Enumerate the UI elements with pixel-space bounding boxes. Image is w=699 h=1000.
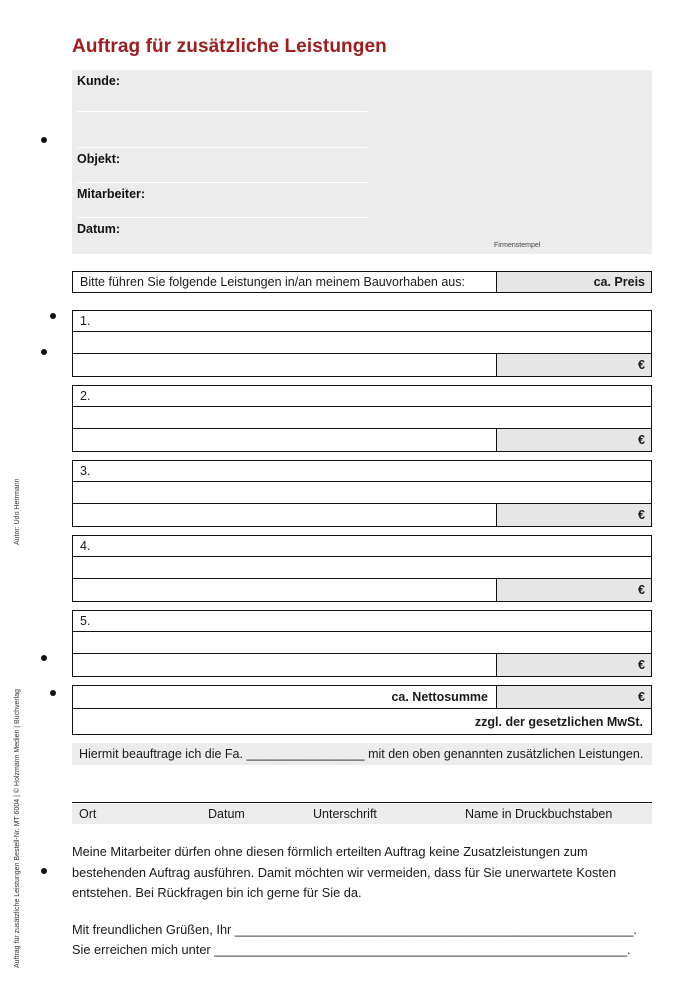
kunde-label: Kunde: <box>77 74 121 88</box>
item-number-row[interactable] <box>72 310 652 332</box>
net-total-row <box>72 685 652 709</box>
net-total-cell[interactable]: € <box>496 686 651 708</box>
intro-text: Bitte führen Sie folgende Leistungen in/an meinem Bauvorhaben aus: <box>80 275 465 289</box>
item-price-cell[interactable]: € <box>496 654 651 676</box>
item-description-line[interactable] <box>73 429 496 451</box>
item-number-row[interactable] <box>72 535 652 557</box>
customer-header-box <box>72 70 652 254</box>
greeting-line: Mit freundlichen Grüßen, Ihr ________________________________________________________. <box>72 922 637 937</box>
unterschrift-label: Unterschrift <box>313 807 377 821</box>
item-price-row <box>72 579 652 602</box>
item-number: 2. <box>80 389 91 403</box>
vat-label: zzgl. der gesetzlichen MwSt. <box>474 714 643 729</box>
mitarbeiter-label: Mitarbeiter: <box>77 187 146 201</box>
contact-line: Sie erreichen mich unter __________________________________________________________. <box>72 942 631 957</box>
notice-paragraph: Meine Mitarbeiter dürfen ohne diesen förmlich erteilten Auftrag keine Zusatzleistungen zum bestehenden Auftrag ausführen. Damit möchten wir vermeiden, dass für Sie unerwartete Kosten entstehen. Bei Rückfragen bin ich gerne für Sie da. <box>72 844 617 900</box>
punch-hole-dot <box>41 137 47 143</box>
item-description[interactable] <box>73 632 651 653</box>
item-description-line[interactable] <box>73 504 496 526</box>
item-price-cell[interactable]: € <box>496 579 651 601</box>
item-number-row[interactable] <box>72 460 652 482</box>
item-description-line[interactable] <box>73 354 496 376</box>
author-side-text: Autor: Udo Herrmann <box>14 478 21 545</box>
commission-statement: Hiermit beauftrage ich die Fa. _________________ mit den oben genannten zusätzlichen Leistungen. <box>72 743 652 765</box>
objekt-label: Objekt: <box>77 152 121 166</box>
item-description-row[interactable] <box>72 332 652 354</box>
item-price-cell[interactable]: € <box>496 429 651 451</box>
item-price-row <box>72 429 652 452</box>
item-description-row[interactable] <box>72 557 652 579</box>
page-title: Auftrag für zusätzliche Leistungen <box>72 36 387 57</box>
item-price-row <box>72 654 652 677</box>
item-description[interactable] <box>73 482 651 503</box>
item-price-cell[interactable]: € <box>496 504 651 526</box>
item-number: 4. <box>80 539 91 553</box>
name-label: Name in Druckbuchstaben <box>465 807 613 821</box>
item-price-cell[interactable]: € <box>496 354 651 376</box>
punch-hole-dot <box>41 349 47 355</box>
punch-hole-dot <box>41 655 47 661</box>
publisher-side-text: Auftrag für zusätzliche Leistungen Bestell-Nr. MT 6004 | © Holzmann Medien | Buchverlag <box>14 688 21 968</box>
item-number: 1. <box>80 314 91 328</box>
punch-hole-dot <box>50 313 56 319</box>
punch-hole-dot <box>50 690 56 696</box>
item-number: 3. <box>80 464 91 478</box>
item-number-row[interactable] <box>72 385 652 407</box>
item-description[interactable] <box>73 332 651 353</box>
ort-label: Ort <box>79 807 97 821</box>
item-price-row <box>72 354 652 377</box>
item-price-row <box>72 504 652 527</box>
kunde-line-2[interactable] <box>77 147 367 148</box>
net-total-label: ca. Nettosumme <box>391 690 488 704</box>
item-description[interactable] <box>73 407 651 428</box>
kunde-line-1[interactable] <box>77 111 367 112</box>
mitarbeiter-line[interactable] <box>77 217 367 218</box>
item-number: 5. <box>80 614 91 628</box>
item-description-line[interactable] <box>73 654 496 676</box>
item-description[interactable] <box>73 557 651 578</box>
price-header: ca. Preis <box>496 272 651 292</box>
item-description-row[interactable] <box>72 407 652 429</box>
item-description-row[interactable] <box>72 632 652 654</box>
punch-hole-dot <box>41 868 47 874</box>
datum-label: Datum: <box>77 222 121 236</box>
signature-labels <box>72 804 652 824</box>
intro-row <box>72 271 652 293</box>
vat-row <box>72 709 652 735</box>
item-number-row[interactable] <box>72 610 652 632</box>
datum-signature-label: Datum <box>208 807 245 821</box>
item-description-line[interactable] <box>73 579 496 601</box>
firmenstempel-label: Firmenstempel <box>494 242 541 249</box>
objekt-line[interactable] <box>77 182 367 183</box>
item-description-row[interactable] <box>72 482 652 504</box>
